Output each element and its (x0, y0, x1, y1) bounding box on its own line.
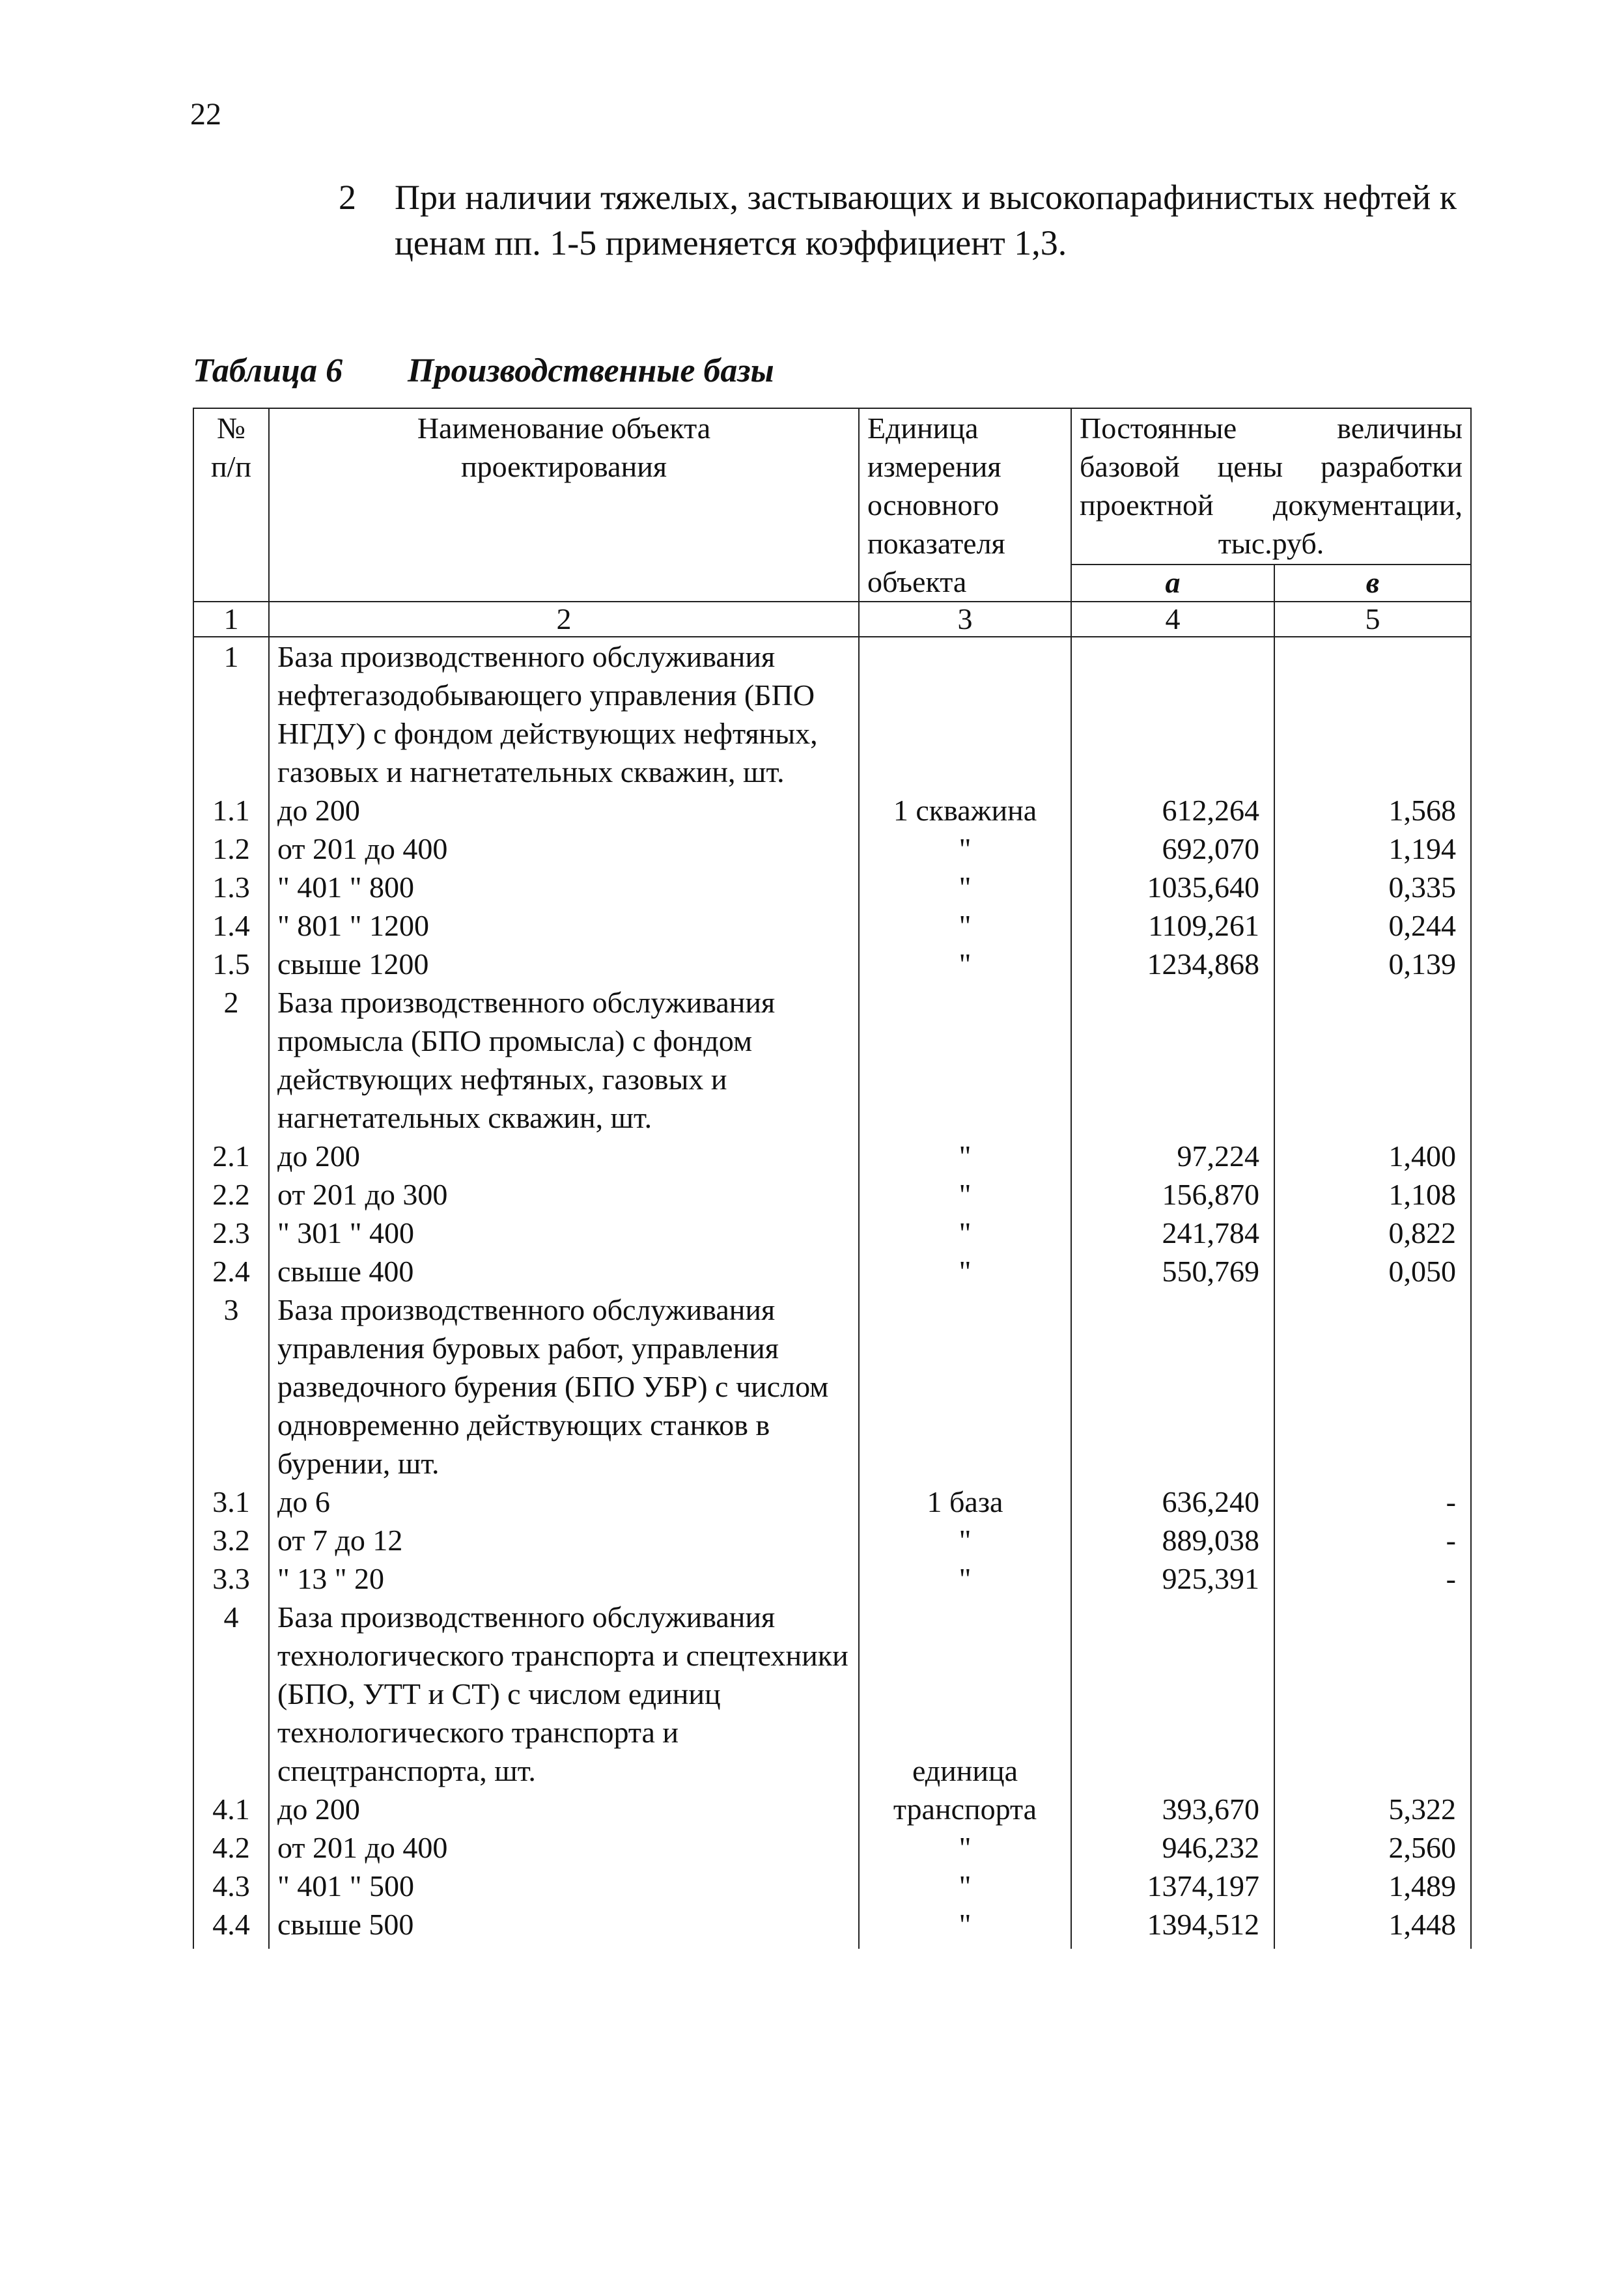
row-number: 4.1 (193, 1790, 269, 1828)
row-value-b (1274, 637, 1471, 791)
table-row (193, 1137, 1471, 1175)
row-value-a: 925,391 (1071, 1559, 1274, 1598)
table-row (193, 1252, 1471, 1290)
table-row (193, 945, 1471, 983)
row-name: База производственного обслуживания промысла (БПО промысла) с фондом действующих нефтяных, газовых и нагнетательных скважин, шт. (269, 983, 859, 1137)
row-number: 4.3 (193, 1867, 269, 1905)
row-number: 1.3 (193, 868, 269, 906)
row-name: от 201 до 300 (269, 1175, 859, 1214)
row-unit: " (859, 1867, 1071, 1905)
note-text: При наличии тяжелых, застывающих и высокопарафинистых нефтей к ценам пп. 1-5 применяется коэффициент 1,3. (395, 178, 1457, 262)
row-name: до 200 (269, 791, 859, 830)
row-unit (859, 637, 1071, 791)
row-value-a (1071, 1290, 1274, 1483)
row-value-a: 1109,261 (1071, 906, 1274, 945)
row-value-b: 0,335 (1274, 868, 1471, 906)
table-row (193, 1598, 1471, 1790)
header-unit-line: показателя (867, 527, 1005, 560)
row-name: от 201 до 400 (269, 1828, 859, 1867)
column-index-row (193, 602, 1471, 637)
row-unit: " (859, 1828, 1071, 1867)
row-value-a: 636,240 (1071, 1483, 1274, 1521)
header-col-b: в (1274, 565, 1471, 602)
row-unit: " (859, 906, 1071, 945)
note-paragraph (339, 174, 1485, 266)
row-name: " 301 " 400 (269, 1214, 859, 1252)
table-row (193, 1867, 1471, 1905)
row-value-a: 946,232 (1071, 1828, 1274, 1867)
header-unit-line: объекта (867, 565, 967, 598)
row-name: до 200 (269, 1137, 859, 1175)
table-body (193, 637, 1471, 1949)
header-name-line: Наименование объекта (417, 412, 711, 445)
row-unit: " (859, 1559, 1071, 1598)
row-number: 4 (193, 1598, 269, 1790)
table-row (193, 983, 1471, 1137)
row-value-a: 612,264 (1071, 791, 1274, 830)
table-caption-title: Производственные базы (408, 352, 774, 389)
row-unit: " (859, 1175, 1071, 1214)
row-number: 2.1 (193, 1137, 269, 1175)
column-index: 5 (1274, 602, 1471, 637)
table-row (193, 1175, 1471, 1214)
row-unit: 1 скважина (859, 791, 1071, 830)
row-number: 2.2 (193, 1175, 269, 1214)
row-name: свыше 400 (269, 1252, 859, 1290)
row-value-b: 0,822 (1274, 1214, 1471, 1252)
table-row (193, 830, 1471, 868)
row-unit: " (859, 868, 1071, 906)
row-name: от 7 до 12 (269, 1521, 859, 1559)
row-name: от 201 до 400 (269, 830, 859, 868)
row-value-a (1071, 983, 1274, 1137)
row-value-b: - (1274, 1483, 1471, 1521)
page-number: 22 (190, 97, 221, 132)
row-value-a: 1035,640 (1071, 868, 1274, 906)
row-value-b: 5,322 (1274, 1790, 1471, 1828)
header-unit (859, 408, 1071, 602)
row-number: 1.5 (193, 945, 269, 983)
row-number: 2 (193, 983, 269, 1137)
table-row (193, 906, 1471, 945)
header-col-a: а (1071, 565, 1274, 602)
row-unit (859, 983, 1071, 1137)
table-row (193, 1828, 1471, 1867)
column-index: 2 (269, 602, 859, 637)
row-value-a: 156,870 (1071, 1175, 1274, 1214)
header-num-line: п/п (210, 450, 251, 483)
row-name: " 801 " 1200 (269, 906, 859, 945)
table-row (193, 1521, 1471, 1559)
row-name: База производственного обслуживания управления буровых работ, управления разведочного бурения (БПО УБР) с числом одновременно действующих станков в бурении, шт. (269, 1290, 859, 1483)
header-num-line: № (217, 412, 245, 445)
row-number: 1.4 (193, 906, 269, 945)
row-name: База производственного обслуживания нефтегазодобывающего управления (БПО НГДУ) с фондом действующих нефтяных, газовых и нагнетательных скважин, шт. (269, 637, 859, 791)
header-unit-line: Единица (867, 412, 979, 445)
table-row (193, 791, 1471, 830)
header-price (1071, 408, 1471, 565)
table-row (193, 1290, 1471, 1483)
table-row (193, 637, 1471, 791)
row-unit (859, 1290, 1071, 1483)
header-unit-line: основного (867, 488, 1000, 522)
header-name-line: проектирования (461, 450, 667, 483)
row-number: 1 (193, 637, 269, 791)
row-number: 4.2 (193, 1828, 269, 1867)
row-value-b: 0,139 (1274, 945, 1471, 983)
header-name (269, 408, 859, 602)
row-value-a: 393,670 (1071, 1790, 1274, 1828)
header-price-line: Постоянные величины (1080, 412, 1463, 445)
row-value-b: 0,050 (1274, 1252, 1471, 1290)
row-unit: " (859, 1137, 1071, 1175)
row-value-b: 1,568 (1274, 791, 1471, 830)
row-value-b: - (1274, 1559, 1471, 1598)
row-name: до 6 (269, 1483, 859, 1521)
row-unit: " (859, 1521, 1071, 1559)
table-row (193, 1483, 1471, 1521)
row-value-a (1071, 1598, 1274, 1790)
row-name: " 401 " 500 (269, 1867, 859, 1905)
table-row (193, 1790, 1471, 1828)
row-value-b: 1,194 (1274, 830, 1471, 868)
row-name: свыше 500 (269, 1905, 859, 1949)
table-row (193, 868, 1471, 906)
row-value-b: 1,108 (1274, 1175, 1471, 1214)
row-number: 1.2 (193, 830, 269, 868)
row-unit: " (859, 1252, 1071, 1290)
header-price-line: тыс.руб. (1218, 527, 1324, 560)
column-index: 3 (859, 602, 1071, 637)
table-caption (193, 352, 774, 390)
row-unit: " (859, 830, 1071, 868)
row-value-b (1274, 1290, 1471, 1483)
table-row (193, 1214, 1471, 1252)
row-name: " 401 " 800 (269, 868, 859, 906)
row-unit: " (859, 1905, 1071, 1949)
row-value-b: 2,560 (1274, 1828, 1471, 1867)
row-number: 3.3 (193, 1559, 269, 1598)
row-unit: " (859, 1214, 1071, 1252)
row-number: 2.4 (193, 1252, 269, 1290)
row-value-a: 1374,197 (1071, 1867, 1274, 1905)
row-value-a: 1234,868 (1071, 945, 1274, 983)
row-name: свыше 1200 (269, 945, 859, 983)
row-value-b: 0,244 (1274, 906, 1471, 945)
row-number: 4.4 (193, 1905, 269, 1949)
row-value-a: 97,224 (1071, 1137, 1274, 1175)
row-number: 2.3 (193, 1214, 269, 1252)
row-name: База производственного обслуживания технологического транспорта и спецтехники (БПО, УТТ и СТ) с числом единиц технологического транспорта и спецтранспорта, шт. (269, 1598, 859, 1790)
production-bases-table (193, 408, 1472, 1949)
row-value-b: 1,489 (1274, 1867, 1471, 1905)
header-num (193, 408, 269, 602)
column-index: 4 (1071, 602, 1274, 637)
row-value-b: 1,448 (1274, 1905, 1471, 1949)
header-price-line: проектной документации, (1080, 488, 1463, 522)
row-value-a: 241,784 (1071, 1214, 1274, 1252)
header-price-line: базовой цены разработки (1080, 450, 1463, 483)
row-number: 3 (193, 1290, 269, 1483)
row-number: 3.2 (193, 1521, 269, 1559)
header-row (193, 408, 1471, 565)
row-unit: транспорта (859, 1790, 1071, 1828)
row-number: 3.1 (193, 1483, 269, 1521)
table-caption-label: Таблица 6 (193, 352, 343, 389)
row-value-a: 550,769 (1071, 1252, 1274, 1290)
row-unit: 1 база (859, 1483, 1071, 1521)
row-name: до 200 (269, 1790, 859, 1828)
table-row (193, 1905, 1471, 1949)
header-unit-line: измерения (867, 450, 1001, 483)
row-value-b (1274, 1598, 1471, 1790)
row-value-a: 889,038 (1071, 1521, 1274, 1559)
row-value-b: - (1274, 1521, 1471, 1559)
row-value-b (1274, 983, 1471, 1137)
row-value-b: 1,400 (1274, 1137, 1471, 1175)
row-unit: единица (859, 1598, 1071, 1790)
row-name: " 13 " 20 (269, 1559, 859, 1598)
column-index: 1 (193, 602, 269, 637)
row-value-a: 692,070 (1071, 830, 1274, 868)
row-value-a: 1394,512 (1071, 1905, 1274, 1949)
table-row (193, 1559, 1471, 1598)
row-value-a (1071, 637, 1274, 791)
note-number: 2 (339, 178, 356, 217)
row-unit: " (859, 945, 1071, 983)
row-number: 1.1 (193, 791, 269, 830)
